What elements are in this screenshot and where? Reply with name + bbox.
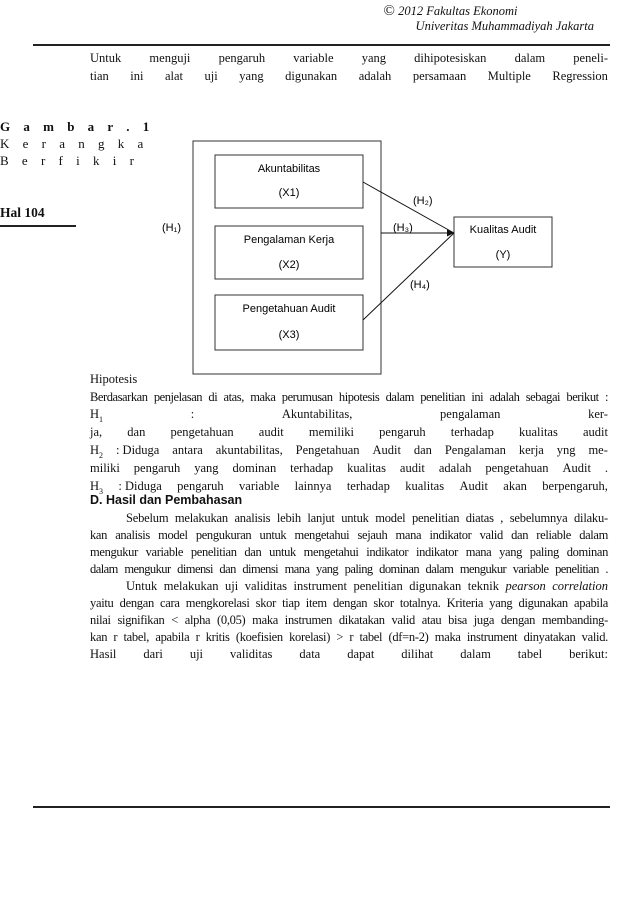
hypothesis-h2-continuation — [90, 460, 608, 478]
word: audit — [399, 461, 425, 475]
top-rule — [33, 44, 610, 46]
word: pengetahuan — [170, 425, 234, 439]
h2-symbol: $H_2$ — [90, 442, 104, 460]
word: antara — [172, 442, 203, 457]
word: : — [190, 406, 195, 421]
emphasis-pearson: pearson correlation — [505, 578, 608, 593]
word: pengetahuan — [485, 461, 549, 475]
box-akuntabilitas-label: Akuntabilitas — [257, 163, 321, 175]
h1-symbol: $H_1$ — [90, 406, 104, 424]
intro-line-2 — [90, 68, 608, 86]
word: dilihat — [401, 646, 434, 661]
hypothesis-h1-line — [90, 406, 608, 425]
page-number: Hal 104 — [0, 205, 45, 220]
word: Audit — [459, 478, 488, 493]
word: dari — [143, 646, 163, 661]
paragraph-2-line-4: kan r tabel, apabila r kritis (koefisien korelasi) > r tabel (df=n-2) maka instrument dinyatakan valid. — [90, 629, 608, 644]
word: . — [604, 461, 608, 475]
bottom-rule — [33, 806, 610, 808]
box-kualitas-audit-code: (Y) — [495, 249, 511, 261]
word: audit — [582, 425, 608, 439]
word: dapat — [347, 646, 375, 661]
page-number-rule — [0, 225, 76, 227]
word: berikut: — [569, 646, 608, 661]
hypothesis-title: Hipotesis — [90, 372, 138, 386]
word: data — [299, 646, 321, 661]
word: akan — [503, 478, 527, 493]
label-h4: (H₄) — [410, 279, 430, 291]
word: Akuntabilitas, — [281, 406, 353, 421]
header-line-2: Univeritas Muhammadiyah Jakarta — [415, 19, 594, 33]
word: kualitas — [405, 478, 445, 493]
box-pengetahuan-audit-label: Pengetahuan Audit — [242, 303, 336, 315]
box-kualitas-audit-label: Kualitas Audit — [469, 224, 537, 236]
word: yng — [556, 442, 576, 457]
word: persamaan — [412, 68, 467, 83]
hypothesis-h1-continuation — [90, 424, 608, 442]
word: Pengetahuan — [295, 442, 360, 457]
arrow-x3-to-target — [363, 233, 454, 320]
results-section — [90, 492, 608, 663]
word: digunakan — [285, 68, 338, 83]
page-header — [376, 4, 594, 34]
word: yang — [194, 461, 219, 475]
word: kerja — [518, 442, 544, 457]
word: pengaruh — [177, 478, 224, 493]
word: validitas — [230, 646, 273, 661]
word: ini — [130, 68, 144, 83]
word: menguji — [149, 51, 191, 65]
word: Multiple — [487, 68, 531, 83]
hypothesis-section — [90, 371, 608, 496]
word: tabel — [517, 646, 543, 661]
word: memiliki — [308, 425, 355, 439]
word: miliki — [90, 461, 120, 475]
word: dominan — [232, 461, 277, 475]
label-h3: (H₃) — [393, 222, 413, 234]
word: lainnya — [294, 478, 332, 493]
word: kualitas — [518, 425, 558, 439]
word: ja, — [90, 425, 103, 439]
h3-symbol: $H_3$ — [90, 478, 104, 496]
word: akuntabilitas, — [215, 442, 283, 457]
word: terhadap — [290, 461, 334, 475]
paragraph-1-line-4: dalam mengukur dimensi dan dimensi mana yang paling dominan dalam mengukur variable penelitian . — [90, 561, 608, 576]
word: Untuk — [90, 51, 122, 65]
word: berpengaruh, — [542, 478, 608, 493]
word: Audit — [562, 461, 591, 475]
word: pengalaman — [440, 406, 501, 421]
word: yang — [361, 51, 386, 65]
label-h1: (H₁) — [162, 222, 181, 234]
hypothesis-h2-line — [90, 442, 608, 461]
word: Pengalaman — [444, 442, 506, 457]
paragraph-2-last-line — [90, 646, 608, 664]
framework-diagram — [90, 108, 608, 378]
word: uji — [189, 646, 204, 661]
intro-line-1 — [90, 50, 608, 68]
word: pengaruh — [133, 461, 181, 475]
box-pengetahuan-audit-code: (X3) — [278, 329, 300, 341]
word: yang — [239, 68, 264, 83]
word: uji — [204, 68, 218, 83]
box-pengalaman-kerja-code: (X2) — [278, 259, 300, 271]
word: pengaruh — [218, 51, 266, 65]
word: dalam — [514, 51, 546, 65]
word: : Diduga — [115, 442, 160, 457]
word: terhadap — [450, 425, 494, 439]
word: : Diduga — [118, 478, 162, 493]
word: kualitas — [347, 461, 386, 475]
label-h2: (H₂) — [413, 195, 433, 207]
box-pengalaman-kerja-label: Pengalaman Kerja — [243, 234, 335, 246]
word: variable — [239, 478, 280, 493]
paragraph-1-line-2: kan analisis model pengukuran untuk mengetahui sejauh mana indikator valid dan reliable dalam — [90, 527, 608, 542]
copyright-symbol: © — [383, 3, 395, 19]
word: tian — [90, 68, 109, 83]
word: dan — [127, 425, 146, 439]
word: dalam — [460, 646, 491, 661]
figure-number: G a m b a r . 1 — [0, 119, 155, 134]
word: dihipotesiskan — [414, 51, 487, 65]
word: peneli- — [573, 51, 608, 65]
word: Regression — [552, 68, 608, 83]
paragraph-2-line-2: yaitu dengan cara mengkorelasi skor tiap item dengan skor totalnya. Kriteria yang digunakan apabila — [90, 595, 608, 610]
word: terhadap — [346, 478, 390, 493]
paragraph-2-line-1: Untuk melakukan uji validitas instrument penelitian digunakan teknik pearson correlation — [126, 578, 608, 593]
word: Audit — [372, 442, 401, 457]
word: pengaruh — [379, 425, 426, 439]
word: adalah — [438, 461, 472, 475]
word: alat — [164, 68, 184, 83]
hypothesis-lead: Berdasarkan penjelasan di atas, maka perumusan hipotesis dalam penelitian ini adalah sebagai berikut : — [90, 389, 608, 404]
word: me- — [588, 442, 608, 457]
header-line-1: 2012 Fakultas Ekonomi — [398, 4, 518, 18]
box-akuntabilitas-code: (X1) — [278, 187, 300, 199]
paragraph-1-line-3: mengukur variable penelitian dan untuk mengetahui indikator indikator mana yang paling dominan — [90, 544, 608, 559]
paragraph-2-line-3: nilai signifikan < alpha (0,05) maka instrumen dikatakan valid atau bisa juga dengan membanding- — [90, 612, 608, 627]
figure-title-line-1: K e r a n g k a — [0, 136, 149, 151]
word: adalah — [358, 68, 392, 83]
word: variable — [293, 51, 334, 65]
word: ker- — [588, 406, 608, 421]
word: audit — [258, 425, 284, 439]
paragraph-1-line-1: Sebelum melakukan analisis lebih lanjut untuk model penelitian diatas , sebelumnya dilaku- — [126, 510, 608, 525]
intro-paragraph — [90, 50, 608, 85]
section-title: D. Hasil dan Pembahasan — [90, 493, 243, 507]
word: Hasil — [90, 646, 117, 661]
figure-title-line-2: B e r f i k i r — [0, 153, 139, 168]
word: dan — [413, 442, 432, 457]
